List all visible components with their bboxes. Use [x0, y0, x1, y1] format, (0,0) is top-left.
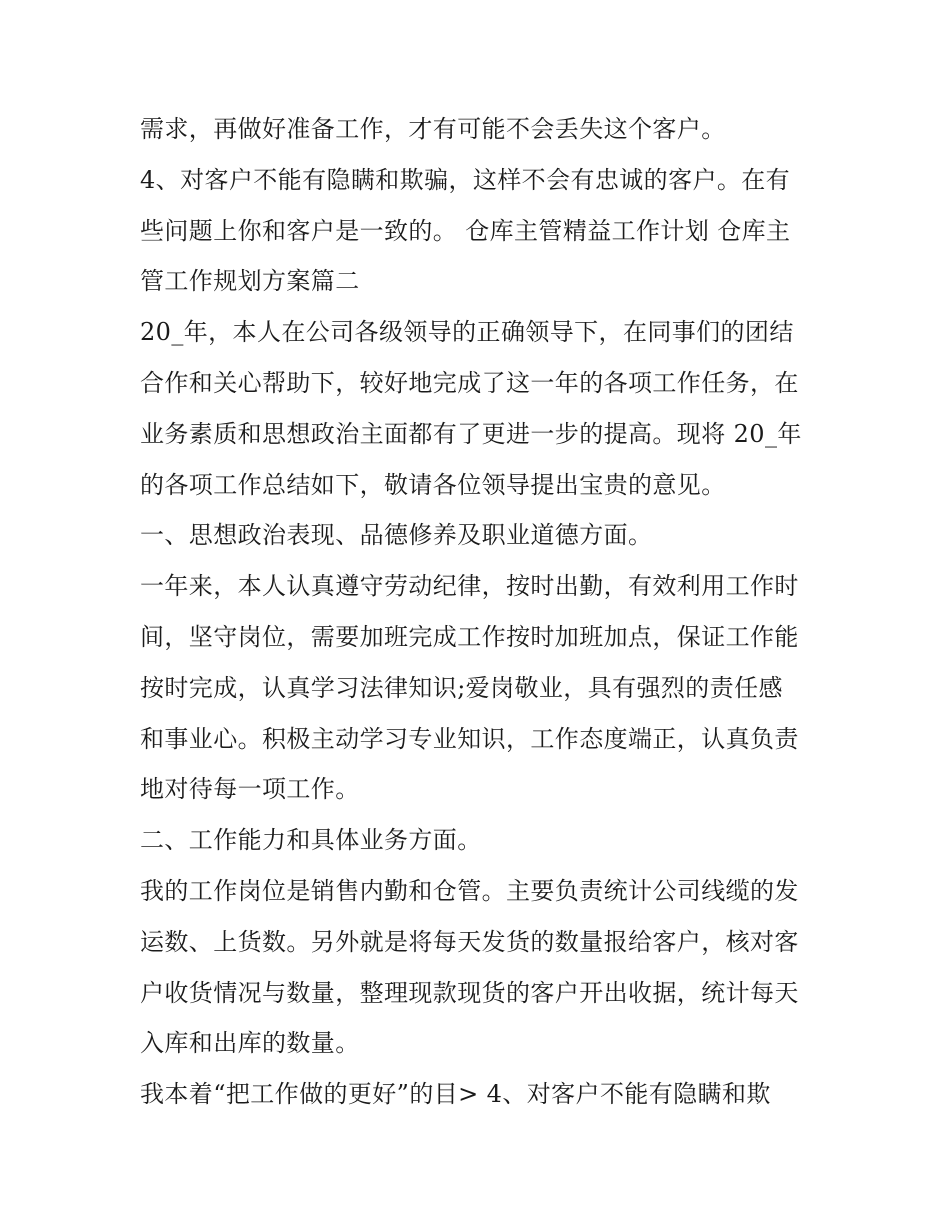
text-line: 户收货情况与数量，整理现款现货的客户开出收据，统计每天: [140, 978, 799, 1007]
text-line: 一年来，本人认真遵守劳动纪律，按时出勤，有效利用工作时: [140, 572, 799, 601]
text-line: 我的工作岗位是销售内勤和仓管。主要负责统计公司线缆的发: [140, 876, 799, 905]
section-heading: 二、工作能力和具体业务方面。: [140, 826, 482, 855]
text-line: 的各项工作总结如下，敬请各位领导提出宝贵的意见。: [140, 470, 726, 499]
text-line: 和事业心。积极主动学习专业知识，工作态度端正，认真负责: [140, 724, 799, 753]
text-line: 地对待每一项工作。: [140, 775, 360, 804]
text-line: 合作和关心帮助下，较好地完成了这一年的各项工作任务，在: [140, 368, 799, 397]
text-line: 些问题上你和客户是一致的。 仓库主管精益工作计划 仓库主: [140, 216, 791, 245]
text-line: 需求，再做好准备工作，才有可能不会丢失这个客户。: [140, 115, 726, 143]
text-line: 业务素质和思想政治主面都有了更进一步的提高。现将 20_年: [140, 419, 802, 448]
text-line: 运数、上货数。另外就是将每天发货的数量报给客户，核对客: [140, 927, 799, 956]
text-line: 按时完成，认真学习法律知识;爱岗敬业，具有强烈的责任感: [140, 673, 783, 702]
section-heading: 一、思想政治表现、品德修养及职业道德方面。: [140, 521, 653, 550]
text-line: 20_年，本人在公司各级领导的正确领导下，在同事们的团结: [140, 318, 794, 347]
document-body: [140, 104, 815, 1120]
text-line: 管工作规划方案篇二: [140, 267, 360, 296]
text-line: 我本着“把工作做的更好”的目> 4、对客户不能有隐瞒和欺: [140, 1080, 771, 1109]
text-line: 4、对客户不能有隐瞒和欺骗，这样不会有忠诚的客户。在有: [140, 165, 791, 194]
text-line: 入库和出库的数量。: [140, 1029, 360, 1058]
text-line: 间，坚守岗位，需要加班完成工作按时加班加点，保证工作能: [140, 622, 799, 651]
